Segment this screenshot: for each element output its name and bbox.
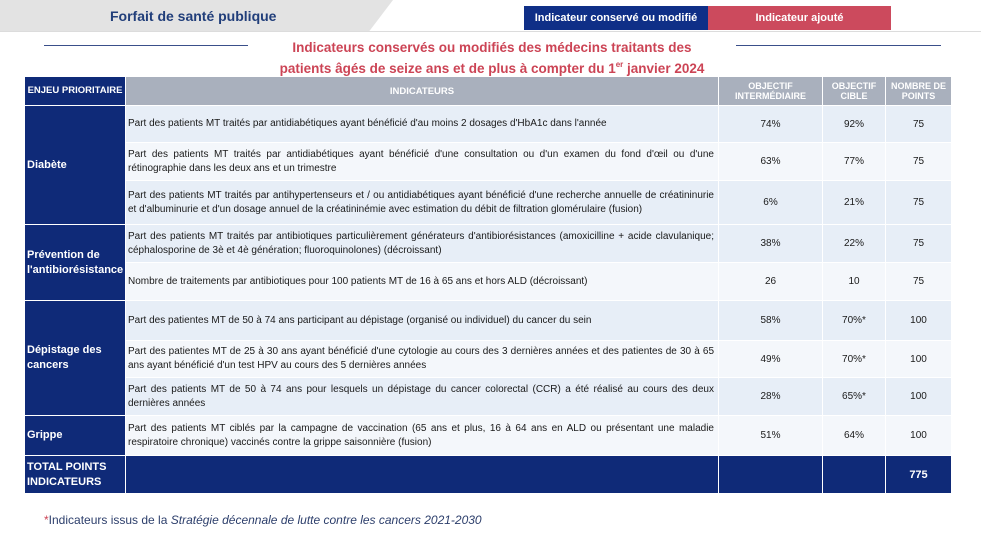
table-row	[25, 341, 952, 378]
objectif-intermediaire-cell: 51%	[719, 416, 823, 456]
objectif-intermediaire-cell: 6%	[719, 181, 823, 225]
header-objectif-intermediaire: OBJECTIF INTERMÉDIAIRE	[719, 77, 823, 106]
indicator-cell: Part des patients MT traités par antidiabétiques ayant bénéficié d'au moins 2 dosages d'HbA1c dans l'année	[126, 106, 719, 143]
objectif-cible-cell: 70%*	[823, 301, 886, 341]
table-row	[25, 225, 952, 263]
title-line-1: Indicateurs conservés ou modifiés des médecins traitants des	[292, 40, 692, 55]
points-cell: 75	[886, 263, 952, 301]
table-row	[25, 263, 952, 301]
table-row	[25, 301, 952, 341]
title-line-2	[248, 56, 736, 77]
footnote-italic: Stratégie décennale de lutte contre les cancers 2021-2030	[170, 513, 482, 527]
title-line-2-prefix: patients âgés de seize ans et de plus à compter du 1	[279, 61, 616, 76]
indicator-cell: Part des patients MT ciblés par la campagne de vaccination (65 ans et plus, 16 à 64 ans en ALD ou présentant une maladie respiratoire chronique) vaccinés contre la grippe saisonnière (fusion)	[126, 416, 719, 456]
points-cell: 75	[886, 225, 952, 263]
indicator-cell: Part des patientes MT de 25 à 30 ans ayant bénéficié d'une cytologie au cours des 3 dernières années et des patientes de 30 à 65 ans ayant bénéficié d'un test HPV au cours des 5 dernières années	[126, 341, 719, 378]
total-empty-cell	[126, 456, 719, 494]
top-divider	[0, 31, 981, 32]
header-enjeu: ENJEU PRIORITAIRE	[25, 77, 126, 106]
objectif-cible-cell: 64%	[823, 416, 886, 456]
total-points: 775	[886, 456, 952, 494]
enjeu-grippe: Grippe	[25, 416, 126, 456]
table-row	[25, 106, 952, 143]
points-cell: 100	[886, 416, 952, 456]
header-indicateurs: INDICATEURS	[126, 77, 719, 106]
header-nombre-points: NOMBRE DE POINTS	[886, 77, 952, 106]
total-label: TOTAL POINTS INDICATEURS	[25, 456, 126, 494]
objectif-intermediaire-cell: 28%	[719, 378, 823, 416]
indicator-cell: Part des patients MT traités par antihypertenseurs et / ou antidiabétiques ayant bénéficié d'une recherche annuelle de créatininurie et d'albuminurie et d'un dosage annuel de la créatininémie avec estimation du débit de filtration glomérulaire (fusion)	[126, 181, 719, 225]
objectif-intermediaire-cell: 58%	[719, 301, 823, 341]
objectif-intermediaire-cell: 63%	[719, 143, 823, 181]
title-rule-right	[736, 45, 941, 46]
objectif-intermediaire-cell: 26	[719, 263, 823, 301]
total-empty-cell	[719, 456, 823, 494]
header-objectif-cible: OBJECTIF CIBLE	[823, 77, 886, 106]
indicator-cell: Part des patients MT traités par antibiotiques particulièrement générateurs d'antibiorésistances (amoxicilline + acide clavulanique; céphalosporine de 3è et 4è génération; fluoroquinolones) (décroissant)	[126, 225, 719, 263]
objectif-cible-cell: 77%	[823, 143, 886, 181]
legend-added-badge: Indicateur ajouté	[708, 6, 891, 30]
indicators-table	[24, 76, 952, 494]
table-row	[25, 143, 952, 181]
title-superscript: er	[615, 60, 624, 69]
objectif-cible-cell: 21%	[823, 181, 886, 225]
title-line-2-suffix: janvier 2024	[623, 61, 705, 76]
points-cell: 75	[886, 181, 952, 225]
points-cell: 75	[886, 106, 952, 143]
points-cell: 100	[886, 341, 952, 378]
indicator-cell: Part des patients MT traités par antidiabétiques ayant bénéficié d'une consultation ou d'un examen du fond d'œil ou d'une rétinographie dans les deux ans et un trimestre	[126, 143, 719, 181]
table-row	[25, 378, 952, 416]
objectif-cible-cell: 22%	[823, 225, 886, 263]
table-header-row	[25, 77, 952, 106]
total-row	[25, 456, 952, 494]
enjeu-diabete: Diabète	[25, 106, 126, 225]
table-row	[25, 181, 952, 225]
footnote	[44, 513, 482, 527]
footnote-star: *	[44, 513, 49, 527]
page-title	[248, 39, 736, 77]
objectif-cible-cell: 92%	[823, 106, 886, 143]
legend-kept-badge: Indicateur conservé ou modifié	[524, 6, 708, 30]
objectif-intermediaire-cell: 49%	[719, 341, 823, 378]
indicator-cell: Nombre de traitements par antibiotiques pour 100 patients MT de 16 à 65 ans et hors ALD (décroissant)	[126, 263, 719, 301]
objectif-intermediaire-cell: 38%	[719, 225, 823, 263]
points-cell: 100	[886, 301, 952, 341]
enjeu-antibioresistance: Prévention de l'antibiorésistance	[25, 225, 126, 301]
objectif-intermediaire-cell: 74%	[719, 106, 823, 143]
total-empty-cell	[823, 456, 886, 494]
indicator-cell: Part des patients MT de 50 à 74 ans pour lesquels un dépistage du cancer colorectal (CCR) a été réalisé au cours des deux dernières années	[126, 378, 719, 416]
title-rule-left	[44, 45, 248, 46]
table-row	[25, 416, 952, 456]
objectif-cible-cell: 65%*	[823, 378, 886, 416]
brand-title: Forfait de santé publique	[110, 8, 277, 24]
footnote-text: Indicateurs issus de la	[48, 513, 171, 527]
objectif-cible-cell: 10	[823, 263, 886, 301]
indicator-cell: Part des patientes MT de 50 à 74 ans participant au dépistage (organisé ou individuel) du cancer du sein	[126, 301, 719, 341]
objectif-cible-cell: 70%*	[823, 341, 886, 378]
points-cell: 75	[886, 143, 952, 181]
top-banner	[0, 0, 981, 34]
enjeu-depistage-cancers: Dépistage des cancers	[25, 301, 126, 416]
points-cell: 100	[886, 378, 952, 416]
